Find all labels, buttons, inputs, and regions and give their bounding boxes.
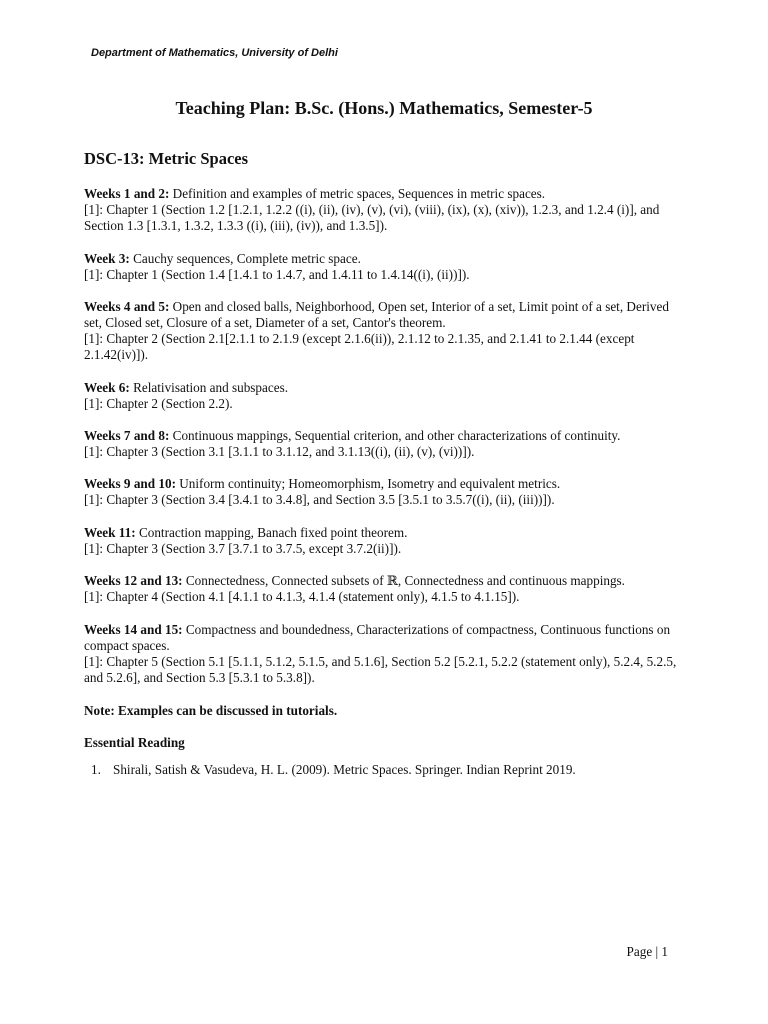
week-topic: Cauchy sequences, Complete metric space.: [129, 251, 361, 266]
department-header: Department of Mathematics, University of Delhi: [91, 47, 338, 59]
page-title: Teaching Plan: B.Sc. (Hons.) Mathematics, Semester-5: [175, 98, 593, 118]
week-label: Weeks 14 and 15:: [84, 622, 183, 637]
week-topic: Open and closed balls, Neighborhood, Open set, Interior of a set, Limit point of a set, Derived set, Closed set, Closure of a set, Diameter of a set, Cantor's theorem.: [84, 299, 669, 330]
week-reference: [1]: Chapter 1 (Section 1.4 [1.4.1 to 1.4.7, and 1.4.11 to 1.4.14((i), (ii))]).: [84, 267, 470, 282]
week-block-1-2: [84, 186, 684, 234]
week-topic: Uniform continuity; Homeomorphism, Isometry and equivalent metrics.: [175, 476, 561, 491]
week-reference: [1]: Chapter 1 (Section 1.2 [1.2.1, 1.2.2 ((i), (ii), (iv), (v), (vi), (viii), (ix), (x), (xiv)), 1.2.3, and 1.2.4 (i)], and Section 1.3 [1.3.1, 1.3.2, 1.3.3 ((i), (iii), (iv)), and 1.3.5]).: [84, 202, 660, 233]
course-subtitle: DSC-13: Metric Spaces: [84, 149, 249, 168]
week-topic: Relativisation and subspaces.: [129, 380, 289, 395]
week-reference: [1]: Chapter 2 (Section 2.1[2.1.1 to 2.1.9 (except 2.1.6(ii)), 2.1.12 to 2.1.35, and 2.1.41 to 2.1.44 (except 2.1.42(iv)]).: [84, 331, 635, 362]
week-block-11: [84, 525, 684, 557]
week-label: Weeks 7 and 8:: [84, 428, 170, 443]
week-block-4-5: [84, 299, 684, 363]
week-block-6: [84, 380, 684, 412]
essential-reading-heading: Essential Reading: [84, 735, 185, 750]
week-label: Weeks 4 and 5:: [84, 299, 170, 314]
week-reference: [1]: Chapter 4 (Section 4.1 [4.1.1 to 4.1.3, 4.1.4 (statement only), 4.1.5 to 4.1.15]).: [84, 589, 520, 604]
week-reference: [1]: Chapter 3 (Section 3.4 [3.4.1 to 3.4.8], and Section 3.5 [3.5.1 to 3.5.7((i), (ii), (iii))]).: [84, 492, 555, 507]
week-reference: [1]: Chapter 2 (Section 2.2).: [84, 396, 233, 411]
week-topic: Continuous mappings, Sequential criterion, and other characterizations of continuity.: [169, 428, 621, 443]
week-reference: [1]: Chapter 3 (Section 3.7 [3.7.1 to 3.7.5, except 3.7.2(ii)]).: [84, 541, 402, 556]
week-block-3: [84, 251, 684, 283]
week-label: Week 6:: [84, 380, 130, 395]
week-block-7-8: [84, 428, 684, 460]
week-block-9-10: [84, 476, 684, 508]
week-label: Weeks 12 and 13:: [84, 573, 183, 588]
week-topic: Connectedness, Connected subsets of ℝ, Connectedness and continuous mappings.: [182, 573, 625, 588]
week-label: Weeks 1 and 2:: [84, 186, 170, 201]
reference-text: Shirali, Satish & Vasudeva, H. L. (2009). Metric Spaces. Springer. Indian Reprint 2019.: [113, 762, 576, 777]
week-block-12-13: [84, 573, 684, 605]
week-topic: Compactness and boundedness, Characterizations of compactness, Continuous functions on compact spaces.: [84, 622, 671, 653]
week-label: Week 11:: [84, 525, 136, 540]
reference-number: 1.: [91, 762, 101, 777]
week-block-14-15: [84, 622, 684, 686]
week-label: Week 3:: [84, 251, 130, 266]
week-label: Weeks 9 and 10:: [84, 476, 176, 491]
tutorial-note: Note: Examples can be discussed in tutorials.: [84, 703, 338, 718]
page-number: Page | 1: [626, 944, 668, 959]
week-reference: [1]: Chapter 5 (Section 5.1 [5.1.1, 5.1.2, 5.1.5, and 5.1.6], Section 5.2 [5.2.1, 5.2.2 (statement only), 5.2.4, 5.2.5, and 5.2.6], and Section 5.3 [5.3.1 to 5.3.8]).: [84, 654, 677, 685]
week-reference: [1]: Chapter 3 (Section 3.1 [3.1.1 to 3.1.12, and 3.1.13((i), (ii), (v), (vi))]).: [84, 444, 475, 459]
week-topic: Definition and examples of metric spaces, Sequences in metric spaces.: [169, 186, 546, 201]
reference-item: [91, 762, 576, 778]
week-topic: Contraction mapping, Banach fixed point theorem.: [135, 525, 408, 540]
